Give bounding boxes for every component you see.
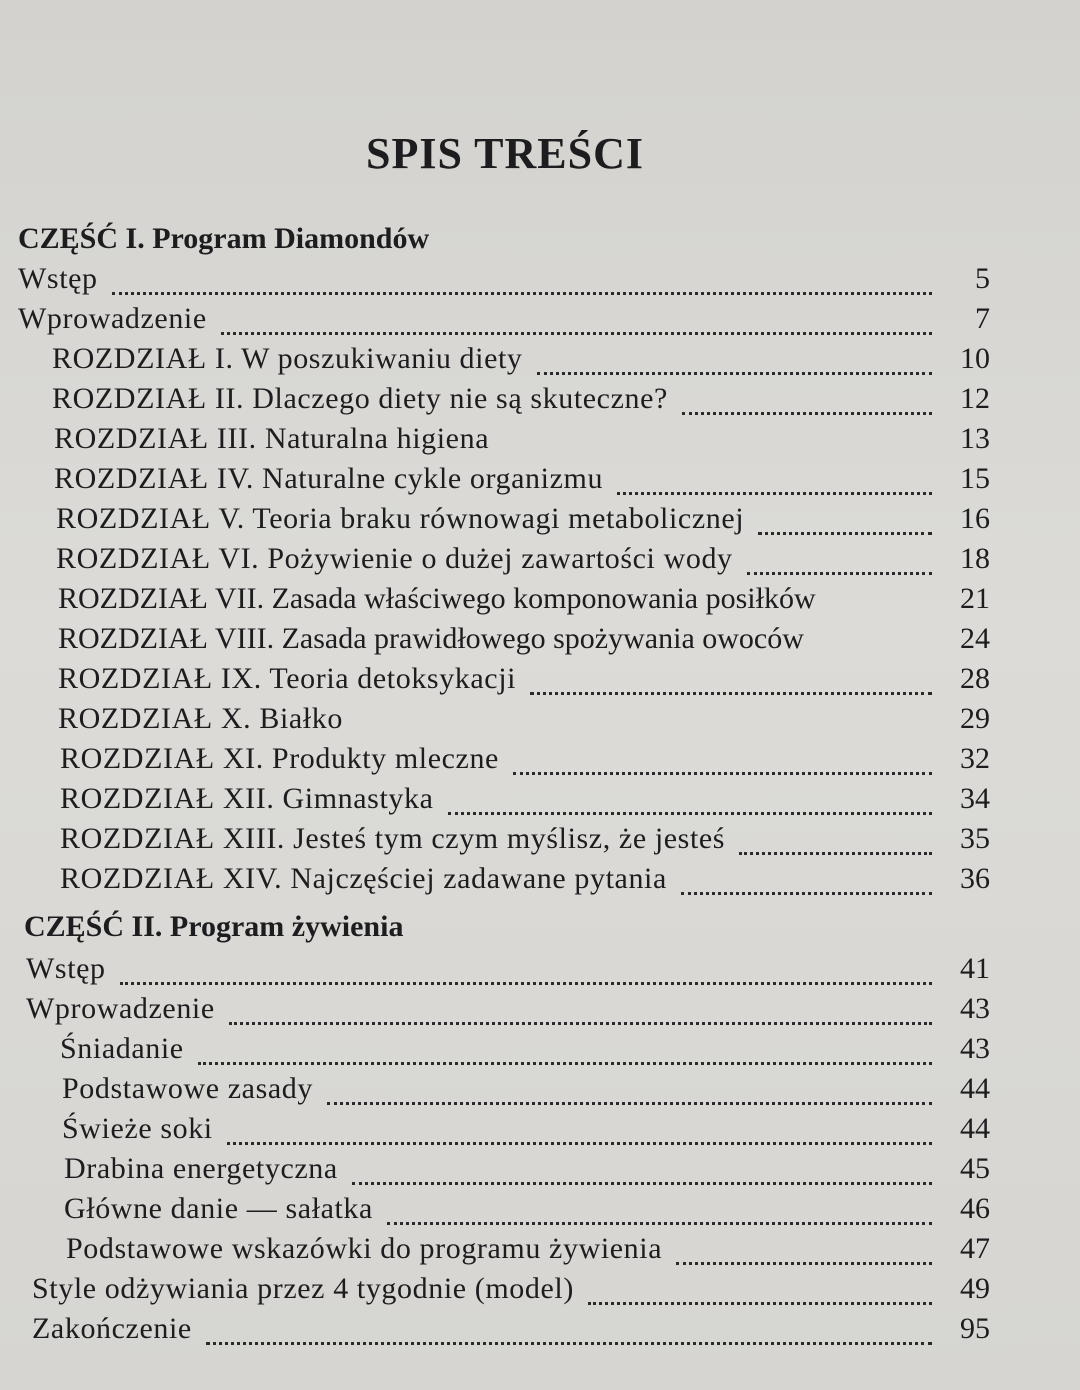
entry-title: Style odżywiania przez 4 tygodnie (model) [32,1272,574,1305]
entry-title: Wprowadzenie [18,302,207,335]
toc-entry [66,1232,990,1272]
entry-title: ROZDZIAŁ III. Naturalna higiena [54,422,490,455]
entry-page: 49 [960,1272,990,1305]
entry-title: ROZDZIAŁ XII. Gimnastyka [60,782,434,815]
entry-page: 24 [960,622,990,655]
dot-leader [747,566,932,575]
entry-page: 45 [960,1152,990,1185]
toc-entry [64,1192,990,1232]
part-heading: CZĘŚĆ I. Program Diamondów [18,222,430,255]
entry-page: 95 [960,1312,990,1345]
toc-entry [58,582,990,622]
entry-page: 44 [960,1072,990,1105]
entry-title: ROZDZIAŁ IV. Naturalne cykle organizmu [54,462,604,495]
page-title: SPIS TREŚCI [366,129,644,178]
toc-entry [54,422,990,462]
toc-entry [60,822,990,862]
entry-title: Drabina energetyczna [64,1152,338,1185]
dot-leader [206,1336,932,1345]
toc-entry [56,502,990,542]
dot-leader [676,1256,932,1265]
entry-page: 46 [960,1192,990,1225]
entry-page: 7 [975,302,990,335]
entry-title: ROZDZIAŁ V. Teoria braku równowagi metabolicznej [56,502,745,535]
entry-title: Wprowadzenie [26,992,215,1025]
entry-page: 16 [960,502,990,535]
dot-leader [352,1176,932,1185]
entry-title: Świeże soki [62,1112,213,1145]
toc-entry [26,952,990,992]
toc-entry [32,1272,990,1312]
toc-entry [54,462,990,502]
toc-entry [56,542,990,582]
entry-page: 29 [960,702,990,735]
entry-title: ROZDZIAŁ X. Białko [58,702,343,735]
dot-leader [229,1016,932,1025]
dot-leader [681,886,932,895]
entry-title: ROZDZIAŁ XI. Produkty mleczne [60,742,499,775]
toc-entry [60,862,990,902]
dot-leader [327,1096,932,1105]
toc-entry [52,382,990,422]
toc-entry [60,742,990,782]
toc-entry [52,342,990,382]
entry-title: Wstęp [26,952,106,985]
dot-leader [617,486,932,495]
toc-entry [60,782,990,822]
entry-title: ROZDZIAŁ I. W poszukiwaniu diety [52,342,523,375]
dot-leader [112,286,932,295]
entry-title: ROZDZIAŁ XIV. Najczęściej zadawane pytania [60,862,667,895]
toc-entry [64,1152,990,1192]
entry-page: 5 [975,262,990,295]
dot-leader [758,526,932,535]
toc-entry [60,1032,990,1072]
toc-entry [62,1072,990,1112]
entry-page: 32 [960,742,990,775]
entry-page: 36 [960,862,990,895]
dot-leader [537,366,932,375]
entry-page: 43 [960,992,990,1025]
entry-page: 13 [960,422,990,455]
entry-title: Podstawowe zasady [62,1072,313,1105]
entry-page: 34 [960,782,990,815]
dot-leader [387,1216,932,1225]
entry-title: ROZDZIAŁ XIII. Jesteś tym czym myślisz, że jesteś [60,822,726,855]
entry-title: ROZDZIAŁ VII. Zasada właściwego komponowania posiłków [58,582,816,615]
entry-page: 12 [960,382,990,415]
dot-leader [221,326,932,335]
dot-leader [513,766,932,775]
entry-title: ROZDZIAŁ VIII. Zasada prawidłowego spożywania owoców [58,622,804,655]
entry-title: Wstęp [18,262,98,295]
part-heading: CZĘŚĆ II. Program żywienia [24,910,404,943]
dot-leader [120,976,932,985]
entry-page: 35 [960,822,990,855]
entry-title: ROZDZIAŁ II. Dlaczego diety nie są skuteczne? [52,382,668,415]
entry-title: Śniadanie [60,1032,184,1065]
toc-entry [58,622,990,662]
toc-entry [32,1312,990,1352]
dot-leader [739,846,932,855]
entry-title: Główne danie — sałatka [64,1192,373,1225]
dot-leader [588,1296,932,1305]
toc-entry [58,662,990,702]
entry-page: 28 [960,662,990,695]
toc-entry [18,302,990,342]
entry-title: ROZDZIAŁ IX. Teoria detoksykacji [58,662,517,695]
entry-page: 43 [960,1032,990,1065]
dot-leader [448,806,933,815]
entry-page: 18 [960,542,990,575]
entry-page: 10 [960,342,990,375]
toc-entry [58,702,990,742]
dot-leader [198,1056,932,1065]
entry-title: Zakończenie [32,1312,192,1345]
entry-page: 44 [960,1112,990,1145]
entry-title: ROZDZIAŁ VI. Pożywienie o dużej zawartości wody [56,542,733,575]
entry-page: 15 [960,462,990,495]
dot-leader [227,1136,932,1145]
entry-title: Podstawowe wskazówki do programu żywienia [66,1232,663,1265]
entry-page: 21 [960,582,990,615]
entry-page: 41 [960,952,990,985]
dot-leader [530,686,932,695]
dot-leader [682,406,932,415]
toc-entry [62,1112,990,1152]
toc-entry [26,992,990,1032]
entry-page: 47 [960,1232,990,1265]
toc-entry [18,262,990,302]
